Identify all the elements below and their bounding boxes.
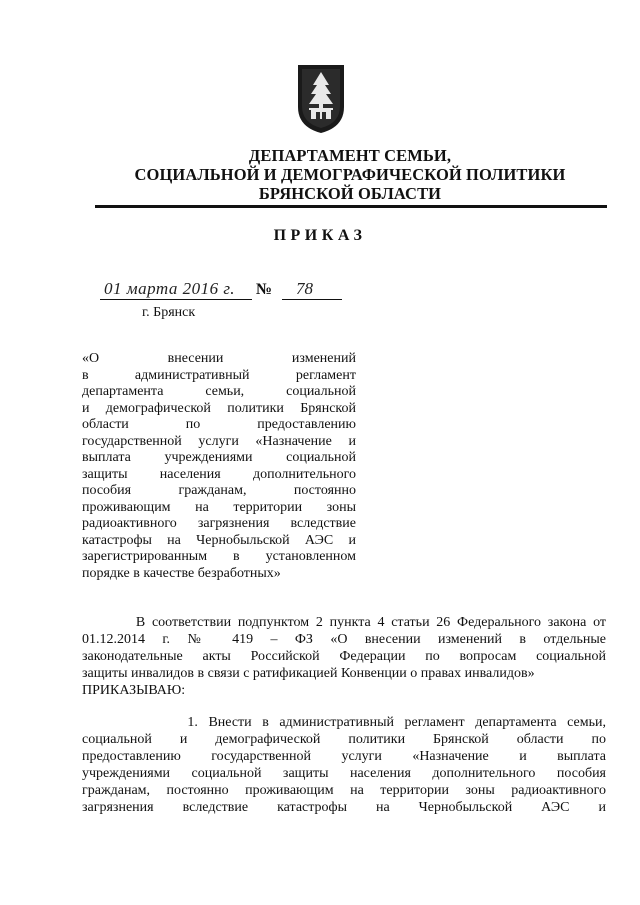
subject-line: и демографической политики Брянской bbox=[82, 400, 356, 416]
subject-line: защиты населения дополнительного bbox=[82, 466, 356, 482]
dept-line-2: СОЦИАЛЬНОЙ И ДЕМОГРАФИЧЕСКОЙ ПОЛИТИКИ bbox=[134, 165, 566, 184]
subject-line: выплата учреждениями социальной bbox=[82, 450, 356, 465]
paragraph-line: законодательные акты Российской Федерации по вопросам социальной bbox=[82, 649, 606, 664]
paragraph-line: 01.12.2014 г. № 419 – ФЗ «О внесении изменений в отдельные bbox=[82, 632, 606, 647]
paragraph-line: предоставлению государственной услуги «Назначение и выплата bbox=[82, 749, 606, 764]
date-underline bbox=[100, 299, 252, 300]
order-keyword: ПРИКАЗЫВАЮ: bbox=[82, 683, 186, 698]
paragraph-line: гражданам, постоянно проживающим на территории зоны радиоактивного bbox=[82, 783, 606, 798]
subject-line: государственной услуги «Назначение и bbox=[82, 433, 356, 449]
subject-line: в административный регламент bbox=[82, 367, 356, 383]
coat-of-arms-icon bbox=[296, 63, 346, 135]
paragraph-line: загрязнения вследствие катастрофы на Чернобыльской АЭС и bbox=[82, 800, 606, 815]
preamble-paragraph bbox=[82, 614, 606, 699]
paragraph-line: 1. Внести в административный регламент департамента семьи, bbox=[82, 715, 606, 730]
dept-line-1: ДЕПАРТАМЕНТ СЕМЬИ, bbox=[248, 146, 452, 165]
number-sign: № bbox=[256, 281, 273, 298]
subject-line: радиоактивного загрязнения вследствие bbox=[82, 516, 356, 531]
subject-line: катастрофы на Чернобыльской АЭС и bbox=[82, 532, 356, 548]
subject-line: пособия гражданам, постоянно bbox=[82, 483, 356, 498]
department-name bbox=[95, 146, 605, 203]
paragraph-line: В соответствии подпунктом 2 пункта 4 статьи 26 Федерального закона от bbox=[82, 615, 606, 630]
header-divider bbox=[95, 205, 607, 208]
paragraph-line: учреждениями социальной защиты населения дополнительного пособия bbox=[82, 766, 606, 781]
paragraph-line: социальной и демографической политики Брянской области по bbox=[82, 732, 606, 747]
subject-line: области по предоставлению bbox=[82, 417, 356, 432]
paragraph-line: защиты инвалидов в связи с ратификацией Конвенции о правах инвалидов» bbox=[82, 666, 535, 681]
order-item-1 bbox=[82, 714, 606, 816]
subject-line: зарегистрированным в установленном bbox=[82, 549, 356, 564]
dept-line-3: БРЯНСКОЙ ОБЛАСТИ bbox=[258, 184, 442, 203]
subject-line: «О внесении изменений bbox=[82, 351, 356, 366]
city-label: г. Брянск bbox=[142, 305, 196, 320]
handwritten-number: 78 bbox=[296, 279, 313, 298]
order-subject bbox=[82, 351, 356, 582]
date-number-row bbox=[100, 279, 360, 303]
subject-line: проживающим на территории зоны bbox=[82, 499, 356, 515]
subject-line: порядке в качестве безработных» bbox=[82, 565, 281, 581]
handwritten-date: 01 марта 2016 г. bbox=[104, 279, 236, 298]
number-underline bbox=[282, 299, 342, 300]
document-type-title: ПРИКАЗ bbox=[273, 227, 367, 244]
subject-line: департамента семьи, социальной bbox=[82, 384, 356, 399]
